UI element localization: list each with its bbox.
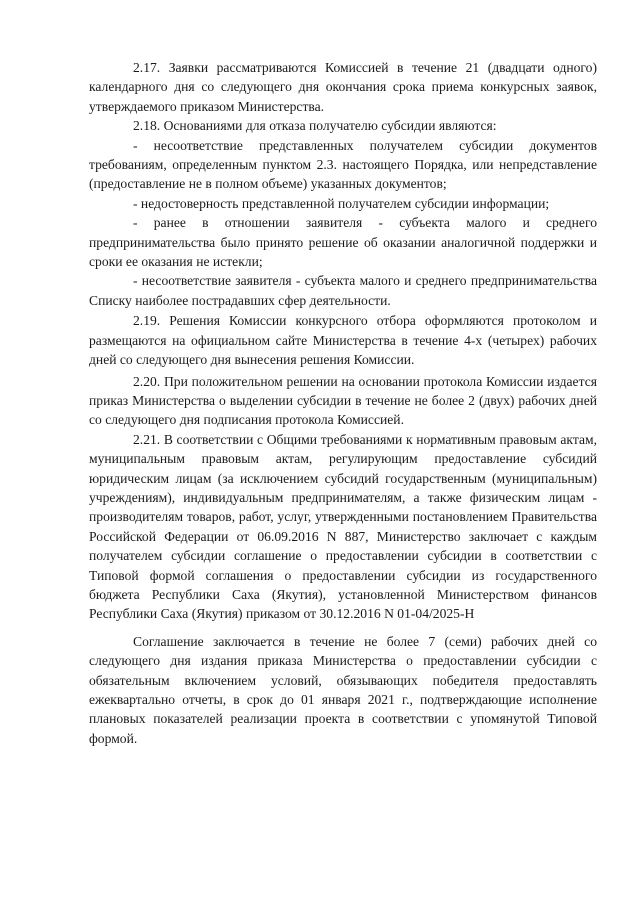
paragraph-2-20: 2.20. При положительном решении на основании протокола Комиссии издается приказ Министерства о выделении субсидии в течение не более 2 (двух) рабочих дней со следующего дня подписания протокола Комиссией. [89,373,597,428]
list-item-sector-mismatch: - несоответствие заявителя - субъекта малого и среднего предпринимательства Списку наиболее пострадавших сфер деятельности. [89,273,597,308]
paragraph-2-17: 2.17. Заявки рассматриваются Комиссией в течение 21 (двадцати одного) календарного дня со следующего дня окончания срока приема конкурсных заявок, утверждаемого приказом Министерства. [89,60,597,114]
paragraph-2-19: 2.19. Решения Комиссии конкурсного отбора оформляются протоколом и размещаются на официальном сайте Министерства в течение 4-х (четырех) рабочих дней со следующего дня вынесения решения Комиссии. [89,313,597,368]
list-item-prior-support: - ранее в отношении заявителя - субъекта малого и среднего предпринимательства было принято решение об оказании аналогичной поддержки и сроки ее оказания не истекли; [89,215,597,270]
document-page [89,58,597,748]
paragraph-2-18: 2.18. Основаниями для отказа получателю субсидии являются: [133,118,497,134]
list-item-false-information: - недостоверность представленной получателем субсидии информации; [133,195,550,211]
list-item-document-mismatch: - несоответствие представленных получателем субсидии документов требованиям, определенным пунктом 2.3. настоящего Порядка, или непредставление (предоставление не в полном объеме) указанных документов; [89,137,597,192]
paragraph-agreement: Соглашение заключается в течение не более 7 (семи) рабочих дней со следующего дня издания приказа Министерства о предоставлении субсидии с обязательным включением условий, обязывающих победителя предоставлять ежеквартально отчеты, в срок до 01 января 2021 г., подтверждающие исполнение плановых показателей реализации проекта в соответствии с упомянутой Типовой формой. [89,633,597,746]
paragraph-2-21: 2.21. В соответствии с Общими требованиями к нормативным правовым актам, муниципальным правовым актам, регулирующим предоставление субсидий юридическим лицам (за исключением субсидий государственным (муниципальным) учреждениям), индивидуальным предпринимателям, а также физическим лицам - производителям товаров, работ, услуг, утвержденными постановлением Правительства Российской Федерации от 06.09.2016 N 887, Министерство заключает с каждым получателем субсидии соглашение о предоставлении субсидии в соответствии с Типовой формой соглашения о предоставлении субсидии из государственного бюджета Республики Саха (Якутия), установленной Министерством финансов Республики Саха (Якутия) приказом от 30.12.2016 N 01-04/2025-Н [89,431,597,622]
